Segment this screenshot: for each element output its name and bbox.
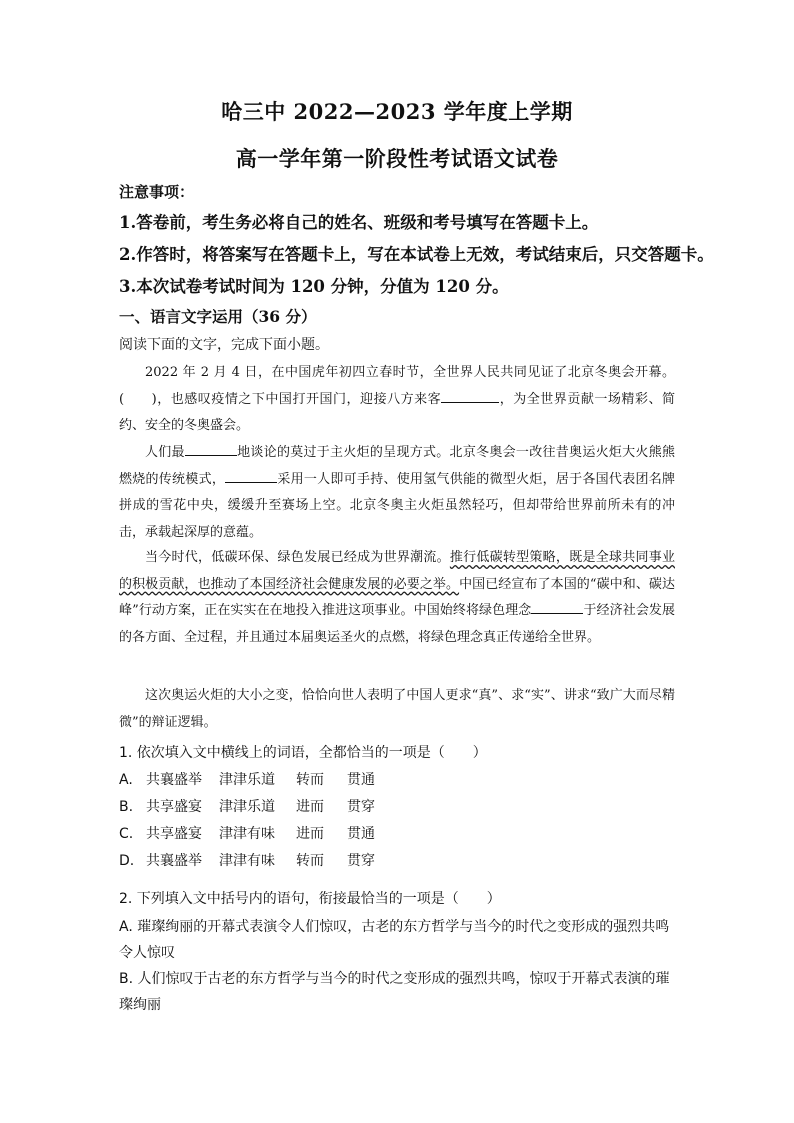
notice-item: 1.答卷前，考生务必将自己的姓名、班级和考号填写在答题卡上。 [119,213,599,232]
passage-text: ，为全世界贡献一场精彩、简约、安全的冬奥盛会。 [119,391,675,433]
option-word: 转而 [296,772,324,788]
fill-blank [531,599,583,614]
section-instruction: 阅读下面的文字，完成下面小题。 [119,337,329,353]
option-letter: D. [119,853,135,869]
option-word: 贯通 [347,772,375,788]
fill-blank [185,441,237,456]
passage-paragraph-3 [119,545,675,651]
option-letter: A. [119,772,133,788]
question-1-option-b [119,796,375,816]
option-word: 共襄盛举 [146,772,202,788]
passage-text: 人们最 [145,445,185,460]
passage-text: 当今时代，低碳环保、绿色发展已经成为世界潮流。 [145,550,450,565]
passage-text: 中国已经宣布了本国的“碳中和、碳达峰”行动方案，正在实实在在地投入推进这项事业。中国始终将绿色理念 [119,576,675,618]
question-2-stem: 2. 下列填入文中括号内的语句，衔接最恰当的一项是（ ） [119,891,501,907]
notice-item: 2.作答时，将答案写在答题卡上，写在本试卷上无效，考试结束后，只交答题卡。 [119,245,714,264]
question-1-option-d [119,850,375,870]
passage-text: 于经济社会发展的各方面、全过程，并且通过本届奥运圣火的点燃，将绿色理念真正传递给全世界。 [119,603,675,645]
question-2-option-a: A. 璀璨绚丽的开幕式表演令人们惊叹，古老的东方哲学与当今的时代之变形成的强烈共鸣令人惊叹 [119,919,670,961]
option-letter: B. [119,799,134,815]
option-word: 进而 [296,826,324,842]
passage-paragraph-1 [119,360,675,440]
question-1-option-a [119,769,375,789]
option-word: 贯通 [347,826,375,842]
option-word: 贯穿 [347,853,375,869]
exam-subtitle: 高一学年第一阶段性考试语文试卷 [235,146,559,171]
notice-item: 3.本次试卷考试时间为 120 分钟，分值为 120 分。 [119,277,509,296]
exam-title: 哈三中 2022—2023 学年度上学期 [221,99,573,124]
option-word: 进而 [296,799,324,815]
option-word: 津津乐道 [219,799,275,815]
question-2-option-b: B. 人们惊叹于古老的东方哲学与当今的时代之变形成的强烈共鸣，惊叹于开幕式表演的璀璨绚丽 [119,971,670,1013]
option-word: 津津有味 [219,826,275,842]
question-1-stem: 1. 依次填入文中横线上的词语，全都恰当的一项是（ ） [119,745,487,761]
passage-paragraph-2 [119,440,675,546]
option-word: 贯穿 [347,799,375,815]
option-letter: C. [119,826,134,842]
passage-paragraph-4 [119,683,675,736]
option-word: 转而 [296,853,324,869]
option-word: 津津乐道 [219,772,275,788]
question-1-option-c [119,823,375,843]
passage-text: 这次奥运火炬的大小之变，恰恰向世人表明了中国人更求“真”、求“实”、讲求“致广大而尽精微”的辩证逻辑。 [119,688,675,730]
option-word: 共襄盛举 [146,853,202,869]
fill-blank [225,468,277,483]
passage-text: 2022 年 2 月 4 日，在中国虎年初四立春时节，全世界人民共同见证了北京冬奥会开幕。( )，也感叹疫情之下中国打开国门，迎接八方来客 [119,365,675,407]
notice-heading: 注意事项： [119,183,195,201]
passage-text: 采用一人即可手持、使用氢气供能的微型火炬，居于各国代表团名牌拼成的雪花中央，缓缓升至赛场上空。北京冬奥主火炬虽然轻巧，但却带给世界前所未有的冲击，承载起深厚的意蕴。 [119,471,675,540]
wavy-underlined-sentence: 推行低碳转型策略，既是全球共同事业的积极贡献，也推动了本国经济社会健康发展的必要之举。 [119,550,675,592]
section-heading: 一、语言文字运用（36 分） [119,307,317,326]
fill-blank [441,388,499,403]
option-word: 津津有味 [219,853,275,869]
option-word: 共享盛宴 [146,799,202,815]
option-word: 共享盛宴 [146,826,202,842]
passage-text: 地谈论的莫过于主火炬的呈现方式。北京冬奥会一改往昔奥运火炬大火熊熊燃烧的传统模式， [119,445,675,487]
